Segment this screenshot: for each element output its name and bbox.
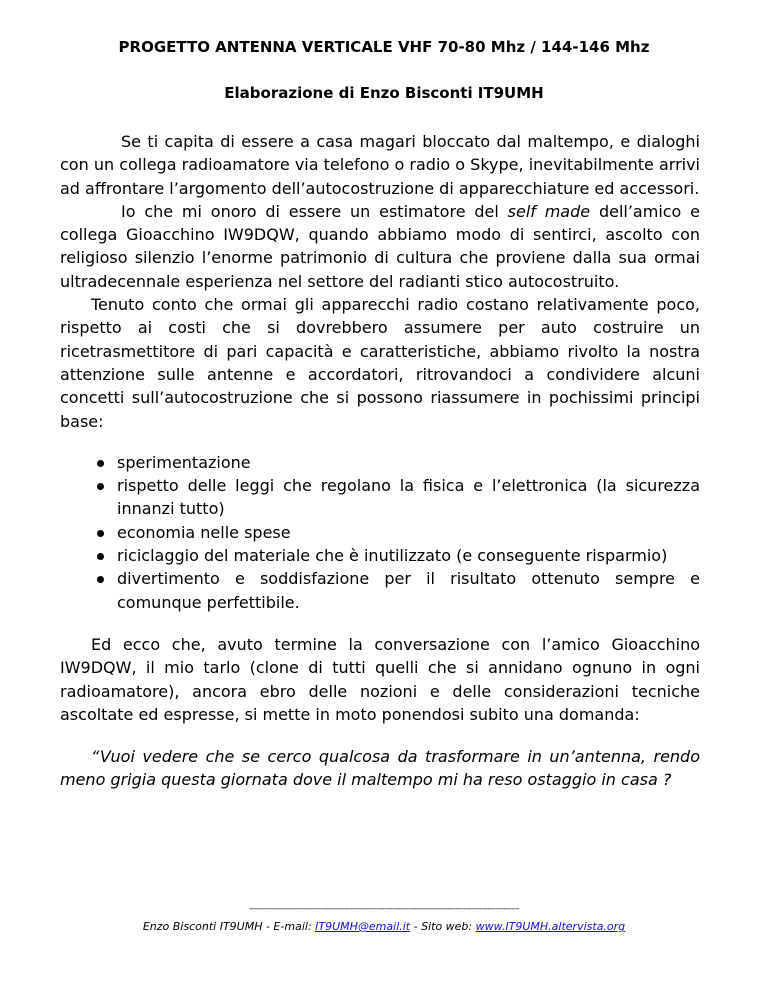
list-item-text: sperimentazione <box>117 452 251 472</box>
list-item-text: divertimento e soddisfazione per il risultato ottenuto sempre e comunque perfettibile. <box>117 569 700 612</box>
list-item <box>60 567 700 614</box>
list-item-text: riciclaggio del materiale che è inutilizzato (e conseguente risparmio) <box>117 546 668 566</box>
footer-site-label: - Sito web: <box>410 920 476 933</box>
list-item <box>60 474 700 521</box>
paragraph-2-start: Io che mi onoro di essere un estimatore del <box>121 201 508 221</box>
paragraph-2-end: dell’amico e collega Gioacchino IW9DQW, quando abbiamo modo di sentirci, ascolto con religioso silenzio l’enorme patrimonio di cultura che proviene dalla sua ormai ultradecennale esperienza nel settore del radianti stico autocostruito. <box>60 201 701 291</box>
list-item-text: economia nelle spese <box>117 522 291 542</box>
list-item <box>60 451 700 474</box>
page-footer <box>0 920 768 933</box>
footer-author: Enzo Bisconti IT9UMH - E-mail: <box>142 920 316 933</box>
document-subtitle: Elaborazione di Enzo Bisconti IT9UMH <box>224 84 544 102</box>
list-item <box>60 521 700 544</box>
footer-separator: ------------------------------------------------------------------------------------------------------ <box>248 904 520 914</box>
bullet-icon <box>97 576 104 583</box>
paragraph-2 <box>60 200 700 293</box>
document-title: PROGETTO ANTENNA VERTICALE VHF 70-80 Mhz / 144-146 Mhz <box>118 38 650 56</box>
website-link[interactable]: www.IT9UMH.altervista.org <box>475 920 626 933</box>
paragraph-3: Tenuto conto che ormai gli apparecchi radio costano relativamente poco, rispetto ai costi che si dovrebbero assumere per auto costruire un ricetrasmettitore di pari capacità e caratteristiche, abbiamo rivolto la nostra attenzione sulle antenne e accordatori, ritrovandoci a condividere alcuni concetti sull’autocostruzione che si possono riassumere in pochissimi principi base: <box>60 295 700 431</box>
bullet-icon <box>97 460 104 467</box>
list-item-text: rispetto delle leggi che regolano la fisica e l’elettronica (la sicurezza innanzi tutto) <box>117 476 700 519</box>
self-made-emphasis: self made <box>507 201 591 221</box>
list-item <box>60 544 700 567</box>
bullet-icon <box>97 530 104 537</box>
paragraph-1: Se ti capita di essere a casa magari bloccato dal maltempo, e dialoghi con un collega radioamatore via telefono o radio o Skype, inevitabilmente arrivi ad affrontare l’argomento dell’autocostruzione di apparecchiature ed accessori. <box>60 132 700 198</box>
principles-list <box>60 451 700 614</box>
document-body <box>60 130 700 792</box>
quote-paragraph: “Vuoi vedere che se cerco qualcosa da trasformare in un’antenna, rendo meno grigia questa giornata dove il maltempo mi ha reso ostaggio in casa ? <box>60 747 700 790</box>
bullet-icon <box>97 483 104 490</box>
paragraph-4: Ed ecco che, avuto termine la conversazione con l’amico Gioacchino IW9DQW, il mio tarlo (clone di tutti quelli che si annidano ognuno in ogni radioamatore), ancora ebro delle nozioni e delle considerazioni tecniche ascoltate ed espresse, si mette in moto ponendosi subito una domanda: <box>60 634 700 724</box>
email-link[interactable]: IT9UMH@email.it <box>315 920 411 933</box>
bullet-icon <box>97 553 104 560</box>
